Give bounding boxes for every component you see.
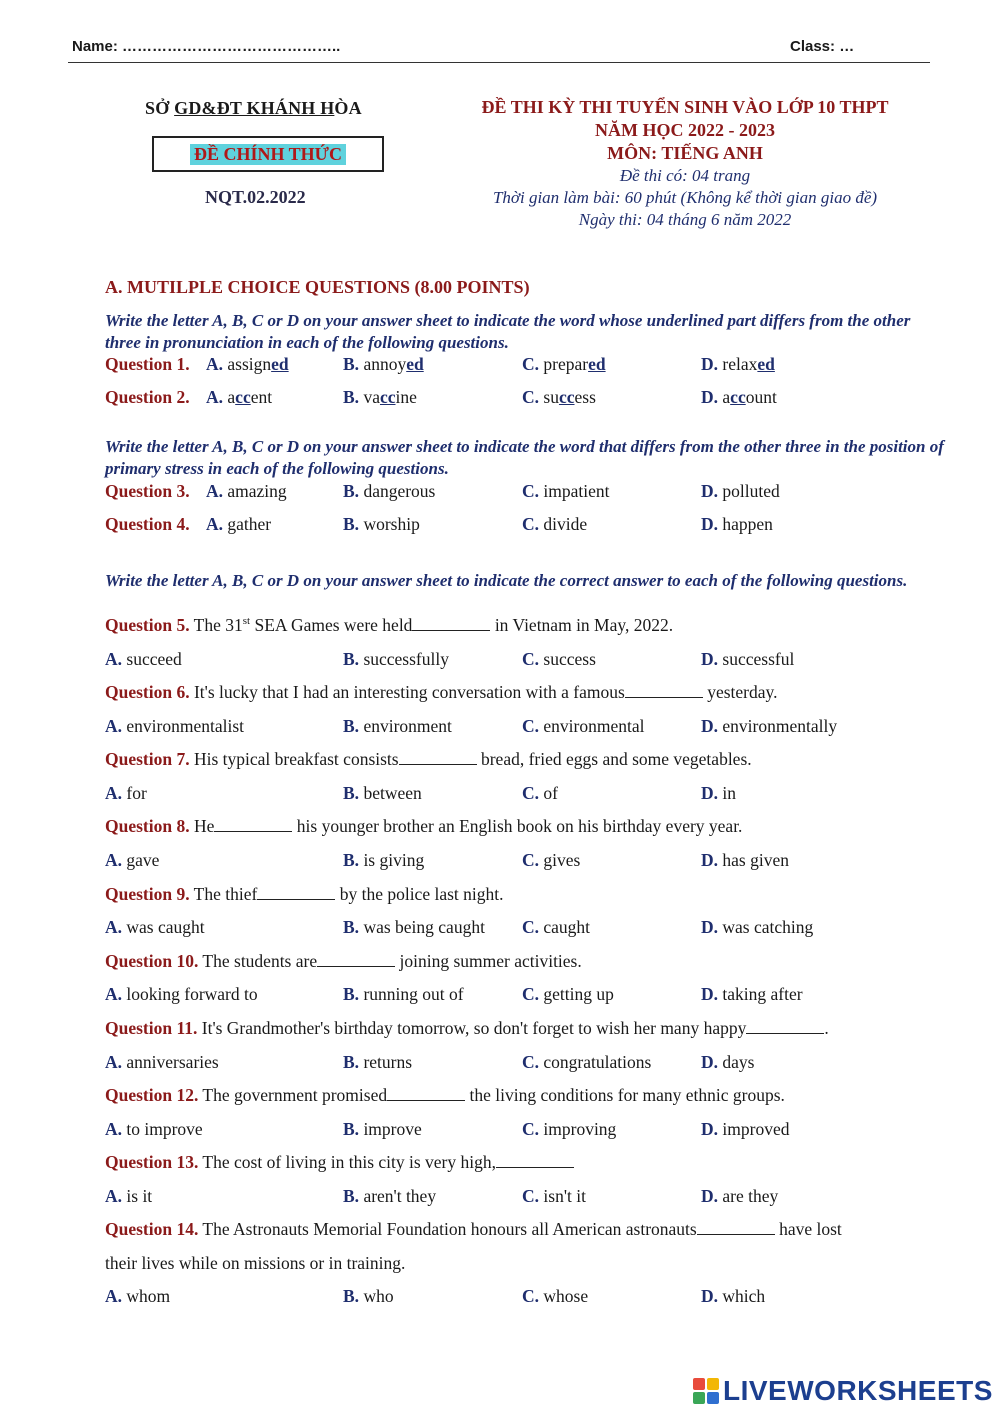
q8-option-c[interactable]: C. gives <box>522 850 581 870</box>
department-title: SỞ GD&ĐT KHÁNH HÒA <box>145 98 362 118</box>
q12-option-b[interactable]: B. improve <box>343 1119 422 1139</box>
q3-option-c[interactable]: C. impatient <box>522 481 610 501</box>
q4-option-d[interactable]: D. happen <box>701 514 773 534</box>
q2-option-b[interactable]: B. vaccine <box>343 387 417 407</box>
subject: MÔN: TIẾNG ANH <box>607 143 763 163</box>
question-7: Question 7. His typical breakfast consists bread, fried eggs and some vegetables. <box>105 749 752 769</box>
q3-option-d[interactable]: D. polluted <box>701 481 780 501</box>
q7-option-b[interactable]: B. between <box>343 783 422 803</box>
question-1: Question 1. <box>105 354 190 374</box>
q13-option-c[interactable]: C. isn't it <box>522 1186 586 1206</box>
q2-option-a[interactable]: A. accent <box>206 387 273 407</box>
q2-option-d[interactable]: D. account <box>701 387 777 407</box>
question-2: Question 2. <box>105 387 190 407</box>
q5-blank <box>412 616 490 631</box>
question-3: Question 3. <box>105 481 190 501</box>
q14-option-b[interactable]: B. who <box>343 1286 394 1306</box>
q9-option-b[interactable]: B. was being caught <box>343 917 485 937</box>
q3-option-b[interactable]: B. dangerous <box>343 481 436 501</box>
q12-option-c[interactable]: C. improving <box>522 1119 617 1139</box>
exam-date: Ngày thi: 04 tháng 6 năm 2022 <box>578 210 792 229</box>
instruction-pronunciation: Write the letter A, B, C or D on your answer sheet to indicate the word whose underlined part differs from the other three in pronunciation in each of the following questions. <box>105 311 911 352</box>
q11-option-c[interactable]: C. congratulations <box>522 1052 652 1072</box>
question-8: Question 8. He his younger brother an English book on his birthday every year. <box>105 816 743 836</box>
q7-option-a[interactable]: A. for <box>105 783 147 803</box>
question-14-continued: their lives while on missions or in training. <box>105 1253 406 1273</box>
q1-option-b[interactable]: B. annoyed <box>343 354 424 374</box>
q9-blank <box>257 885 335 900</box>
q14-option-a[interactable]: A. whom <box>105 1286 171 1306</box>
q9-option-c[interactable]: C. caught <box>522 917 591 937</box>
q9-option-a[interactable]: A. was caught <box>105 917 205 937</box>
q5-option-a[interactable]: A. succeed <box>105 649 182 669</box>
q14-option-c[interactable]: C. whose <box>522 1286 589 1306</box>
q4-option-b[interactable]: B. worship <box>343 514 420 534</box>
q6-option-a[interactable]: A. environmentalist <box>105 716 245 736</box>
q6-option-d[interactable]: D. environmentally <box>701 716 838 736</box>
official-exam-label: ĐỀ CHÍNH THỨC <box>190 144 346 165</box>
q14-option-d[interactable]: D. which <box>701 1286 766 1306</box>
question-11: Question 11. It's Grandmother's birthday tomorrow, so don't forget to wish her many happy . <box>105 1018 829 1038</box>
q11-option-b[interactable]: B. returns <box>343 1052 413 1072</box>
q7-option-d[interactable]: D. in <box>701 783 737 803</box>
q11-option-d[interactable]: D. days <box>701 1052 755 1072</box>
question-10: Question 10. The students are joining summer activities. <box>105 951 582 971</box>
q4-option-a[interactable]: A. gather <box>206 514 272 534</box>
question-4: Question 4. <box>105 514 190 534</box>
q10-option-d[interactable]: D. taking after <box>701 984 803 1004</box>
q14-blank <box>697 1220 775 1235</box>
q5-option-d[interactable]: D. successful <box>701 649 795 669</box>
q13-option-b[interactable]: B. aren't they <box>343 1186 437 1206</box>
q1-option-d[interactable]: D. relaxed <box>701 354 775 374</box>
q13-option-a[interactable]: A. is it <box>105 1186 153 1206</box>
official-exam-box <box>152 136 384 172</box>
q12-option-d[interactable]: D. improved <box>701 1119 790 1139</box>
q1-option-a[interactable]: A. assigned <box>206 354 289 374</box>
q10-option-a[interactable]: A. looking forward to <box>105 984 258 1004</box>
q10-option-c[interactable]: C. getting up <box>522 984 614 1004</box>
exam-title: ĐỀ THI KỲ THI TUYỂN SINH VÀO LỚP 10 THPT <box>481 97 889 117</box>
q4-option-c[interactable]: C. divide <box>522 514 588 534</box>
q12-option-a[interactable]: A. to improve <box>105 1119 203 1139</box>
q3-option-a[interactable]: A. amazing <box>206 481 287 501</box>
question-13: Question 13. The cost of living in this city is very high, <box>105 1152 574 1173</box>
q7-blank <box>399 750 477 765</box>
q5-option-c[interactable]: C. success <box>522 649 596 669</box>
instruction-stress: Write the letter A, B, C or D on your answer sheet to indicate the word that differs from the other three in the position of primary stress in each of the following questions. <box>105 437 944 478</box>
q6-option-c[interactable]: C. environmental <box>522 716 645 736</box>
q9-option-d[interactable]: D. was catching <box>701 917 814 937</box>
name-label: Name: …………………………………….. <box>72 38 341 55</box>
question-5: Question 5. The 31st SEA Games were held in Vietnam in May, 2022. <box>105 615 674 635</box>
section-a-title: A. MUTILPLE CHOICE QUESTIONS (8.00 POINTS) <box>105 277 530 297</box>
q6-option-b[interactable]: B. environment <box>343 716 452 736</box>
q8-option-d[interactable]: D. has given <box>701 850 789 870</box>
q6-blank <box>625 683 703 698</box>
question-14: Question 14. The Astronauts Memorial Foundation honours all American astronauts have lost <box>105 1219 842 1239</box>
school-year: NĂM HỌC 2022 - 2023 <box>595 120 775 140</box>
page-count: Đề thi có: 04 trang <box>619 166 751 185</box>
q2-option-c[interactable]: C. success <box>522 387 596 407</box>
question-12: Question 12. The government promised the living conditions for many ethnic groups. <box>105 1085 785 1105</box>
q5-option-b[interactable]: B. successfully <box>343 649 449 669</box>
liveworksheets-logo <box>693 1376 993 1406</box>
q1-option-c[interactable]: C. prepared <box>522 354 606 374</box>
q11-option-a[interactable]: A. anniversaries <box>105 1052 219 1072</box>
q13-blank <box>496 1153 574 1168</box>
q8-option-b[interactable]: B. is giving <box>343 850 425 870</box>
q8-option-a[interactable]: A. gave <box>105 850 160 870</box>
class-label: Class: … <box>790 38 855 55</box>
q11-blank <box>746 1019 824 1034</box>
time-allowed: Thời gian làm bài: 60 phút (Không kể thời gian giao đề) <box>492 188 878 207</box>
instruction-correct-answer: Write the letter A, B, C or D on your answer sheet to indicate the correct answer to each of the following questions. <box>105 571 908 590</box>
question-6: Question 6. It's lucky that I had an interesting conversation with a famous yesterday. <box>105 682 778 702</box>
name-class-line <box>68 38 930 63</box>
liveworksheets-logo-icon <box>693 1378 719 1404</box>
question-9: Question 9. The thief by the police last night. <box>105 884 504 904</box>
liveworksheets-logo-text: LIVEWORKSHEETS <box>723 1375 993 1406</box>
q12-blank <box>387 1086 465 1101</box>
q13-option-d[interactable]: D. are they <box>701 1186 779 1206</box>
q10-blank <box>317 952 395 967</box>
q8-blank <box>214 817 292 832</box>
q7-option-c[interactable]: C. of <box>522 783 558 803</box>
q10-option-b[interactable]: B. running out of <box>343 984 464 1004</box>
exam-info <box>440 96 930 231</box>
exam-code: NQT.02.2022 <box>205 187 306 207</box>
